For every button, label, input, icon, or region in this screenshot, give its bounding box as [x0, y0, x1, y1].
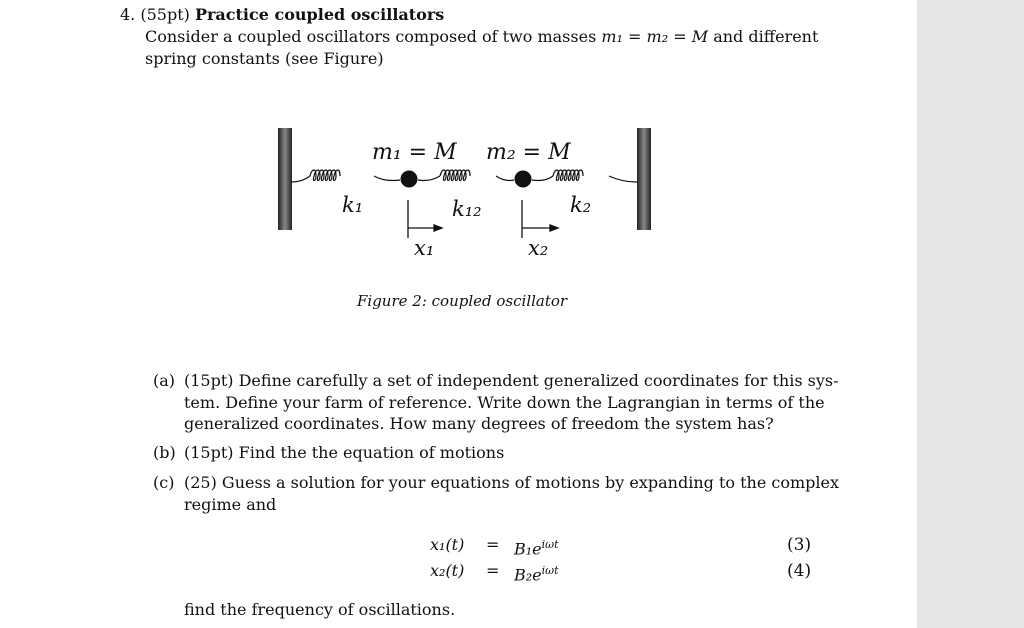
k2-label: k₂: [570, 193, 592, 217]
problem-intro-line1: [145, 27, 818, 47]
intro-text-end: and different: [713, 27, 819, 46]
eq4-lhs: x₂(t): [430, 561, 465, 580]
problem-title: Practice coupled oscillators: [194, 5, 445, 24]
intro-masses: m₁ = m₂ = M: [601, 27, 709, 46]
eq3-exponent: iωt: [541, 538, 559, 551]
eq4-rel: =: [486, 561, 500, 580]
m2-label: m₂ = M: [486, 140, 571, 165]
part-a-line2: tem. Define your farm of reference. Write down the Lagrangian in terms of the: [184, 393, 825, 412]
coupled-oscillator-figure: [0, 110, 917, 410]
eq3-rel: =: [486, 535, 500, 554]
part-b-line1: (15pt) Find the the equation of motions: [184, 443, 505, 462]
part-b-marker: (b): [153, 443, 176, 462]
part-a-marker: (a): [153, 371, 176, 390]
closing-line: find the frequency of oscillations.: [184, 600, 456, 619]
part-a-line3: generalized coordinates. How many degrees of freedom the system has?: [184, 414, 774, 433]
part-c-marker: (c): [153, 473, 175, 492]
eq3-rhs: [514, 535, 559, 559]
problem-header: [120, 5, 444, 25]
x1-label: x₁: [414, 236, 435, 260]
m1-label: m₁ = M: [372, 140, 457, 165]
intro-text: Consider a coupled oscillators composed of two masses: [145, 27, 597, 46]
eq4-rhs: [514, 561, 559, 585]
problem-intro-line2: spring constants (see Figure): [145, 49, 384, 68]
eq4-exponent: iωt: [541, 564, 559, 577]
k1-label: k₁: [342, 193, 364, 217]
spring-k12: [418, 170, 514, 181]
figure-caption: Figure 2: coupled oscillator: [357, 292, 568, 310]
left-wall: [278, 128, 292, 230]
part-a-line1: (15pt) Define carefully a set of independent generalized coordinates for this sys-: [184, 371, 839, 390]
right-margin-panel: [917, 0, 1024, 628]
x2-marker: [522, 200, 558, 238]
mass-2: [515, 171, 532, 188]
eq3-lhs: x₁(t): [430, 535, 465, 554]
right-wall: [637, 128, 651, 230]
problem-points: (55pt): [140, 5, 190, 24]
x1-marker: [408, 200, 442, 238]
part-c-line2: regime and: [184, 495, 277, 514]
part-c-line1: (25) Guess a solution for your equations of motions by expanding to the complex: [184, 473, 840, 492]
k12-label: k₁₂: [452, 197, 482, 221]
spring-k1: [292, 170, 400, 182]
x2-label: x₂: [528, 236, 549, 260]
eq4-number: (4): [787, 561, 812, 581]
eq4-rhs-base: B₂e: [514, 565, 542, 585]
problem-number: 4.: [120, 5, 136, 24]
spring-k2: [532, 170, 637, 182]
eq3-rhs-base: B₁e: [514, 539, 542, 559]
eq3-number: (3): [787, 535, 812, 555]
mass-1: [401, 171, 418, 188]
